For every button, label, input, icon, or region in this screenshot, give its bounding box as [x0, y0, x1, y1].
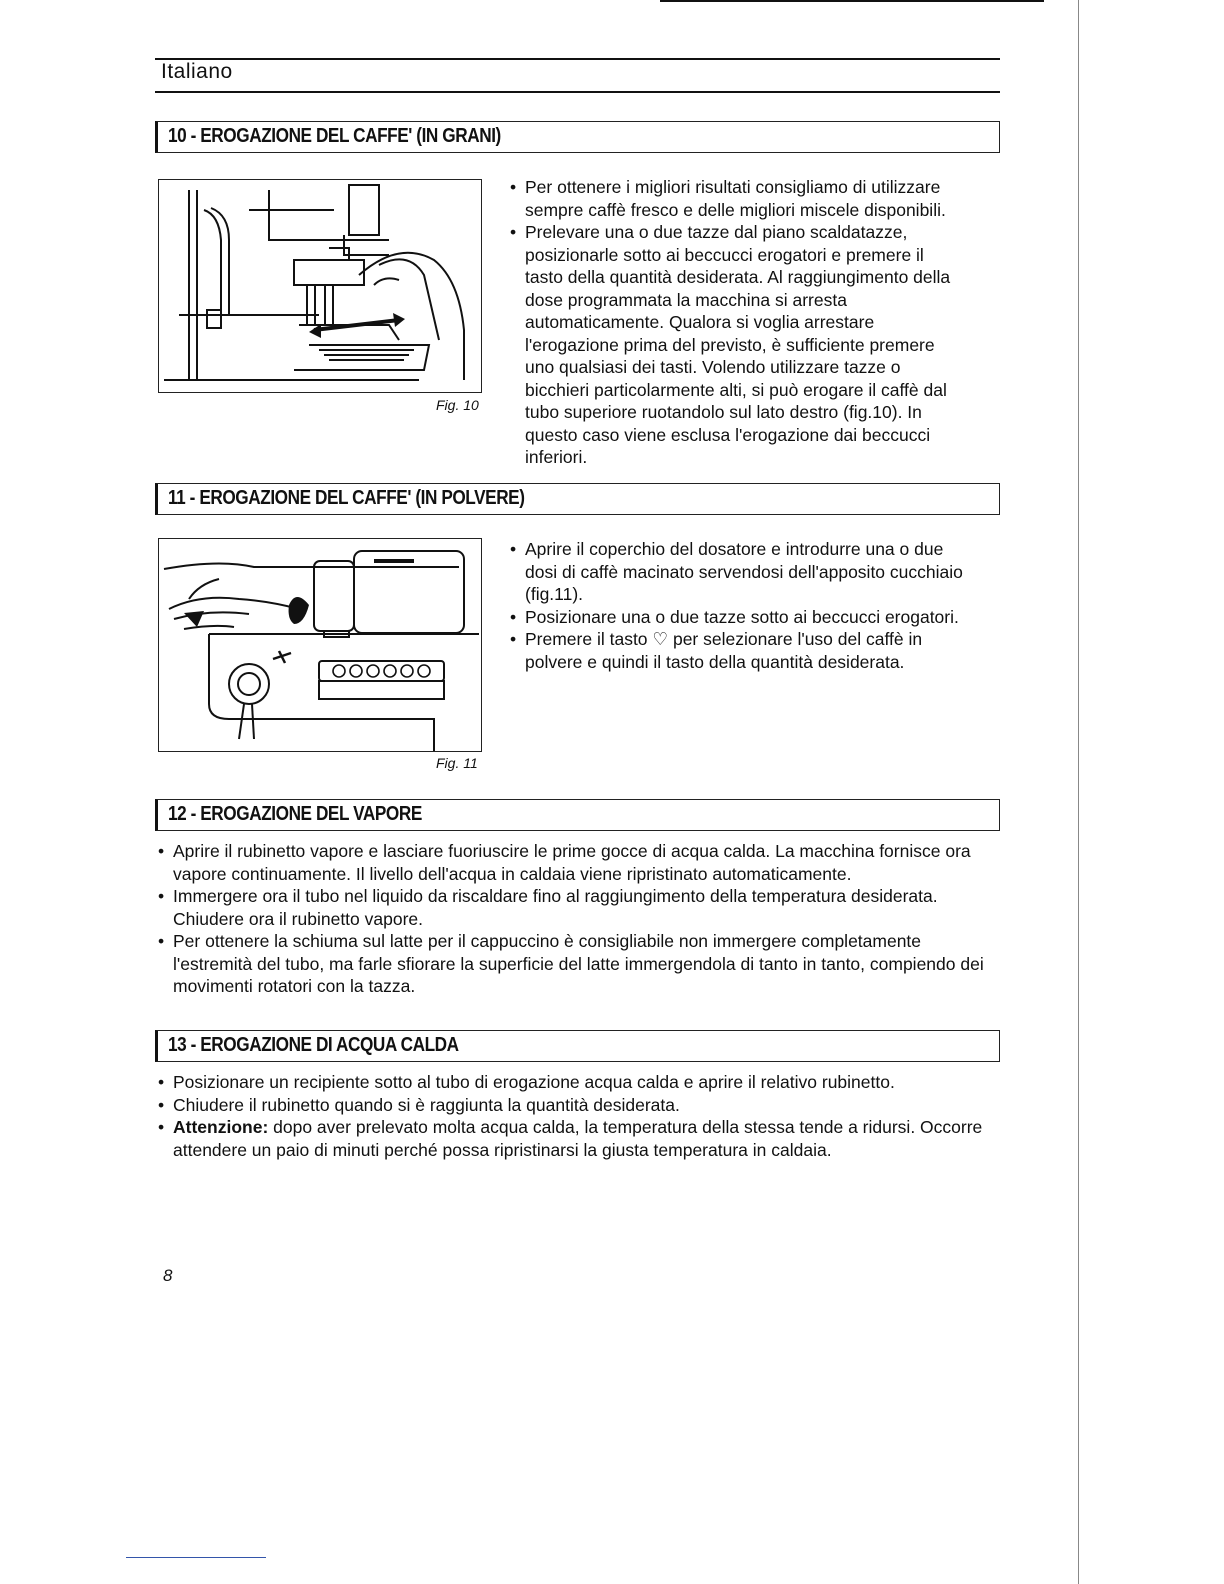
- section-12-title: 12 - EROGAZIONE DEL VAPORE: [168, 803, 422, 825]
- header-bottom-rule: [155, 91, 1000, 93]
- section-10-body: [510, 176, 962, 469]
- list-item: • Aprire il rubinetto vapore e lasciare fuoriuscire le prime gocce di acqua calda. La macchina fornisce ora vapore continuamente. Il livello dell'acqua in caldaia viene ripristinato automaticamente.: [158, 840, 998, 885]
- section-12-body: [158, 840, 998, 998]
- warning-label: Attenzione:: [173, 1117, 269, 1137]
- section-13-title: 13 - EROGAZIONE DI ACQUA CALDA: [168, 1034, 459, 1056]
- top-edge-rule: [660, 0, 1044, 2]
- figure-11-caption: Fig. 11: [436, 755, 478, 771]
- section-11-title: 11 - EROGAZIONE DEL CAFFE' (IN POLVERE): [168, 487, 525, 509]
- ground-coffee-doser-drawing: [159, 539, 481, 751]
- section-13-heading: [155, 1030, 1000, 1062]
- list-item: • Prelevare una o due tazze dal piano scaldatazze, posizionarle sotto ai beccucci erogatori e premere il tasto della quantità desiderata. Al raggiungimento della dose programmata la macchina si arresta automaticamente. Qualora si voglia arrestare l'erogazione prima del previsto, è sufficiente premere uno qualsiasi dei tasti. Volendo utilizzare tazze o bicchieri particolarmente alti, si può erogare il caffè dal tubo superiore ruotandolo sul lato destro (fig.10). In questo caso viene esclusa l'erogazione dai beccucci inferiori.: [510, 221, 962, 469]
- right-edge-rule: [1078, 0, 1079, 1584]
- section-13-body: [158, 1071, 998, 1161]
- section-11-heading: [155, 483, 1000, 515]
- warning-text: dopo aver prelevato molta acqua calda, la temperatura della stessa tende a ridursi. Occorre attendere un paio di minuti perché possa ripristinarsi la giusta temperatura in caldaia.: [173, 1117, 983, 1160]
- warning-item: [158, 1116, 998, 1161]
- header-top-rule: [155, 58, 1000, 60]
- list-item: • Aprire il coperchio del dosatore e introdurre una o due dosi di caffè macinato servendosi dell'apposito cucchiaio (fig.11).: [510, 538, 972, 606]
- section-12-heading: [155, 799, 1000, 831]
- list-item: • Per ottenere i migliori risultati consigliamo di utilizzare sempre caffè fresco e delle migliori miscele disponibili.: [510, 176, 962, 221]
- section-10-heading: [155, 121, 1000, 153]
- list-item: • Immergere ora il tubo nel liquido da riscaldare fino al raggiungimento della temperatura desiderata. Chiudere ora il rubinetto vapore.: [158, 885, 998, 930]
- list-item: • Premere il tasto ♡ per selezionare l'uso del caffè in polvere e quindi il tasto della quantità desiderata.: [510, 628, 972, 673]
- section-10-title: 10 - EROGAZIONE DEL CAFFE' (IN GRANI): [168, 125, 501, 147]
- bottom-edge-rule: [126, 1557, 266, 1558]
- figure-10-caption: Fig. 10: [436, 397, 479, 413]
- list-item: • Per ottenere la schiuma sul latte per il cappuccino è consigliabile non immergere completamente l'estremità del tubo, ma farle sfiorare la superficie del latte immergendola di tanto in tanto, compiendo dei movimenti rotatori con la tazza.: [158, 930, 998, 998]
- page-number: 8: [163, 1266, 173, 1285]
- list-item: • Posizionare una o due tazze sotto ai beccucci erogatori.: [510, 606, 972, 629]
- list-item: • Chiudere il rubinetto quando si è raggiunta la quantità desiderata.: [158, 1094, 998, 1117]
- language-header: Italiano: [161, 60, 233, 83]
- figure-10-illustration: [158, 179, 482, 393]
- figure-11-illustration: [158, 538, 482, 752]
- section-11-body: [510, 538, 972, 673]
- list-item: • Posizionare un recipiente sotto al tubo di erogazione acqua calda e aprire il relativo rubinetto.: [158, 1071, 998, 1094]
- espresso-spout-drawing: [159, 180, 481, 392]
